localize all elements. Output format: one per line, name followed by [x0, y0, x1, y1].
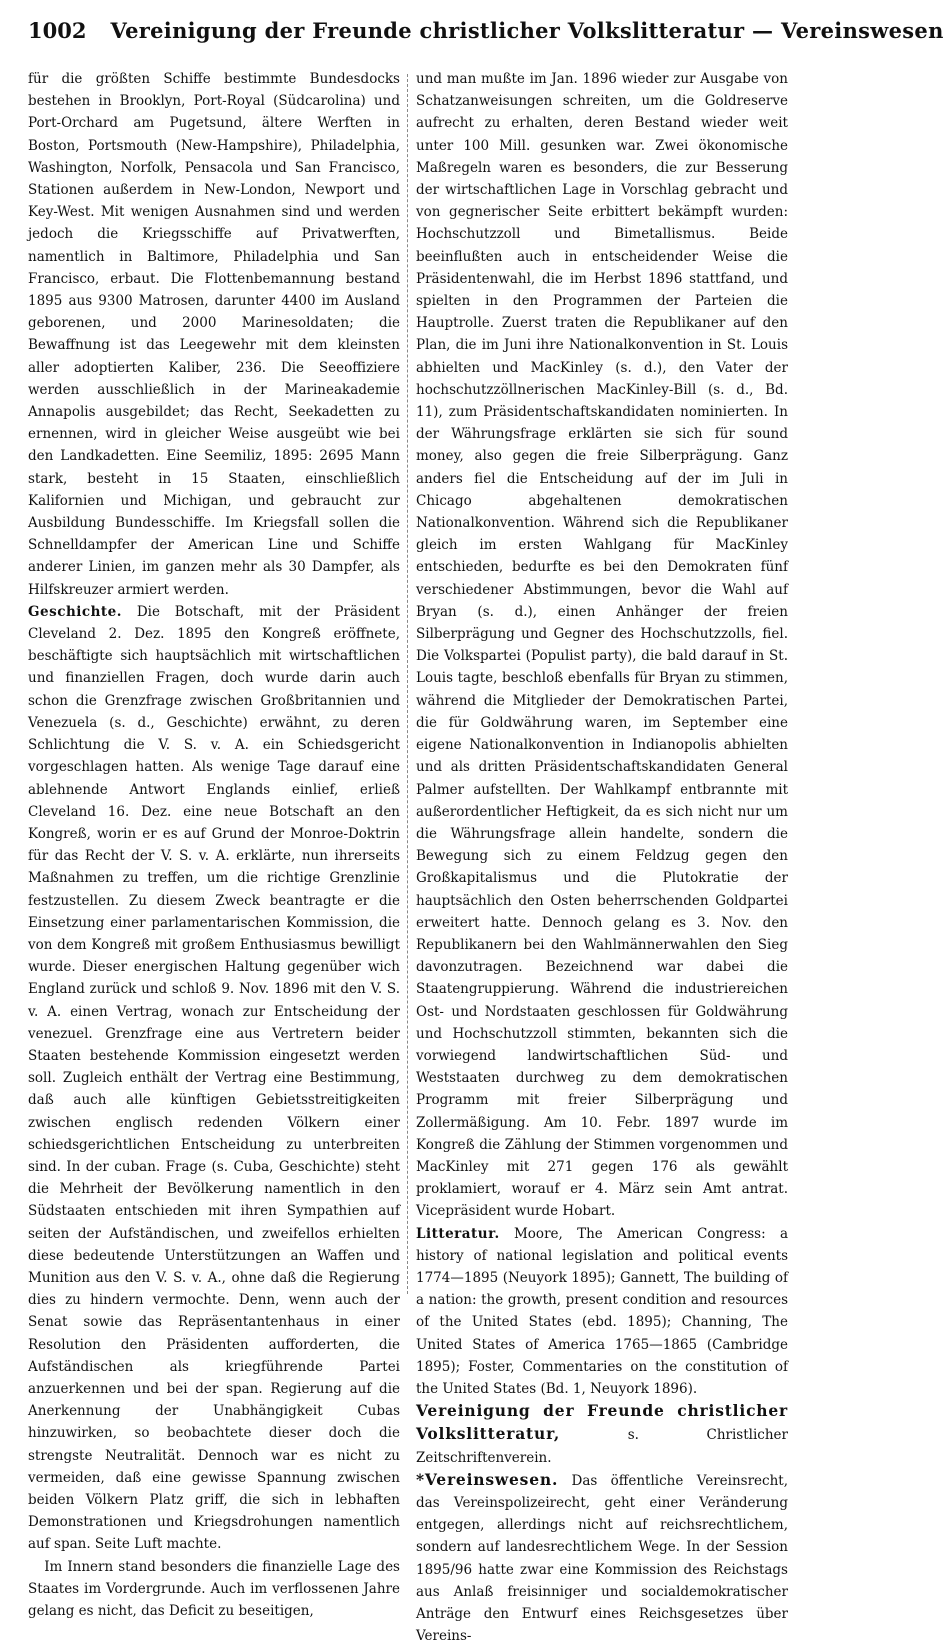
paragraph-geschichte-text: Die Botschaft, mit der Präsident Cleveland 2. Dez. 1895 den Kongreß eröffnete, beschäftigte sich hauptsächlich mit wirtschaftlichen und finanziellen Fragen, doch wurde darin auch schon die Grenzfrage zwischen Großbritannien und Venezuela (s. d., Geschichte) erwähnt, zu deren Schlichtung die V. S. v. A. ein Schiedsgericht vorgeschlagen hatten. Als wenige Tage darauf eine ablehnende Antwort Englands einlief, erließ Cleveland 16. Dez. eine neue Botschaft an den Kongreß, worin er es auf Grund der Monroe-Doktrin für das Recht der V. S. v. A. erklärte, nun ihrerseits Maßnahmen zu treffen, um die richtige Grenzlinie festzustellen. Zu diesem Zweck beantragte er die Einsetzung einer parlamentarischen Kommission, die von dem Kongreß mit großem Enthusiasmus bewilligt wurde. Dieser energischen Haltung gegenüber wich England zurück und schloß 9. Nov. 1896 mit den V. S. v. A. einen Vertrag, wonach zur Entscheidung der venezuel. Grenzfrage eine aus Vertretern beider Staaten bestehende Kommission eingesetzt werden soll. Zugleich enthält der Vertrag eine Bestimmung, daß auch alle künftigen Gebietsstreitigkeiten zwischen englisch redenden Völkern einer schiedsgerichtlichen Entscheidung zu unterbreiten sind. In der cuban. Frage (s. Cuba, Geschichte) steht die Mehrheit der Bevölkerung namentlich in den Südstaaten entschieden mit ihren Sympathien auf seiten der Aufständischen, und zweifellos erhielten diese bedeutende Unterstützungen an Waffen und Munition aus den V. S. v. A., ohne daß die Regierung dies zu hindern vermochte. Denn, wenn auch der Senat sowie das Repräsentantenhaus in einer Resolution den Präsidenten aufforderten, die Aufständischen als kriegführende Partei anzuerkennen und bei der span. Regierung auf die Anerkennung der Unabhängigkeit Cubas hinzuwirken, so beobachtete dieser doch die strengste Neutralität. Dennoch war es nicht zu vermeiden, daß eine gewisse Spannung zwischen beiden Völkern Platz griff, die sich in lebhaften Demonstrationen und Kriegsdrohungen namentlich auf span. Seite Luft machte. [28, 603, 400, 1553]
paragraph-litteratur-text: Moore, The American Congress: a history of national legislation and political events 1774—1895 (Neuyork 1895); Gannett, The building of a nation: the growth, present condition and resources of the United States (ebd. 1895); Channing, The United States of America 1765—1865 (Cambridge 1895); Foster, Commentaries on the constitution of the United States (Bd. 1, Neuyork 1896). [416, 1225, 788, 1397]
right-column [416, 68, 789, 1645]
entry-vereinswesen-text: Das öffentliche Vereinsrecht, das Vereinspolizeirecht, geht einer Veränderung entgegen, allerdings nicht auf reichsrechtlichem, sondern auf landesrechtlichem Wege. In der Session 1895/96 hatte zwar eine Kommission des Reichstags aus Anlaß freisinniger und socialdemokratischer Anträge den Entwurf eines Reichsgesetzes über Vereins- [416, 1472, 789, 1645]
running-title: Vereinigung der Freunde christlicher Volkslitteratur — Vereinswesen [110, 18, 944, 43]
paragraph-litteratur [416, 1223, 788, 1401]
entry-heading-vereinswesen: *Vereinswesen. [416, 1469, 559, 1489]
page-header [28, 18, 944, 62]
section-heading-litteratur: Litteratur. [416, 1225, 500, 1242]
paragraph-innern: Im Innern stand besonders die finanzielle Lage des Staates im Vordergrunde. Auch im verflossenen Jahre gelang es nicht, das Deficit zu beseitigen, [28, 1558, 400, 1620]
entry-vereinigung-text: s. Christlicher Zeitschriftenverein. [416, 1427, 788, 1466]
paragraph-geschichte [28, 601, 400, 1556]
page-number: 1002 [28, 18, 87, 43]
entry-vereinswesen [416, 1469, 788, 1647]
paragraph-navy-continuation: für die größten Schiffe bestimmte Bundesdocks bestehen in Brooklyn, Port-Royal (Südcarolina) und Port-Orchard am Pugetsund, ältere Werften in Boston, Portsmouth (New-Hampshire), Philadelphia, Washington, Norfolk, Pensacola und San Francisco, Stationen außerdem in New-London, Newport und Key-West. Mit wenigen Ausnahmen sind und werden jedoch die Kriegsschiffe auf Privatwerften, namentlich in Baltimore, Philadelphia und San Francisco, erbaut. Die Flottenbemannung bestand 1895 aus 9300 Matrosen, darunter 4400 im Ausland geborenen, und 2000 Marinesoldaten; die Bewaffnung ist das Leegewehr mit dem kleinsten aller adoptierten Kaliber, 236. Die Seeoffiziere werden ausschließlich in der Marineakademie Annapolis ausgebildet; das Recht, Seekadetten zu ernennen, wird in gleicher Weise ausgeübt wie bei den Landkadetten. Eine Seemiliz, 1895: 2695 Mann stark, besteht in 15 Staaten, einschließlich Kalifornien und Michigan, und gebraucht zur Ausbildung Bundesschiffe. Im Kriegsfall sollen die Schnelldampfer der American Line und Schiffe anderer Linien, im ganzen mehr als 30 Dampfer, als Hilfskreuzer armiert werden. [28, 71, 400, 598]
left-column [28, 68, 400, 1620]
paragraph-election: und man mußte im Jan. 1896 wieder zur Ausgabe von Schatzanweisungen schreiten, um die Goldreserve aufrecht zu erhalten, deren Bestand wieder weit unter 100 Mill. gesunken war. Zwei ökonomische Maßregeln waren es besonders, die zur Besserung der wirtschaftlichen Lage in Vorschlag gebracht und von gegnerischer Seite erbittert bekämpft wurden: Hochschutzzoll und Bimetallismus. Beide beeinflußten auch in entscheidender Weise die Präsidentenwahl, die im Herbst 1896 stattfand, und spielten in den Programmen der Parteien die Hauptrolle. Zuerst traten die Republikaner auf den Plan, die im Juni ihre Nationalkonvention in St. Louis abhielten und MacKinley (s. d.), den Vater der hochschutzzöllnerischen MacKinley-Bill (s. d., Bd. 11), zum Präsidentschaftskandidaten nominierten. In der Währungsfrage erklärten sie sich für sound money, also gegen die freie Silberprägung. Ganz anders fiel die Entscheidung auf der im Juli in Chicago abgehaltenen demokratischen Nationalkonvention. Während sich die Republikaner gleich im ersten Wahlgang für MacKinley entschieden, bedurfte es bei den Demokraten fünf verschiedener Abstimmungen, bevor die Wahl auf Bryan (s. d.), einen Anhänger der freien Silberprägung und Gegner des Hochschutzzolls, fiel. Die Volkspartei (Populist party), die bald darauf in St. Louis tagte, beschloß ebenfalls für Bryan zu stimmen, während die Mitglieder der Demokratischen Partei, die für Goldwährung waren, im September eine eigene Nationalkonvention in Indianopolis abhielten und als dritten Präsidentschaftskandidaten General Palmer aufstellten. Der Wahlkampf entbrannte mit außerordentlicher Heftigkeit, da es sich nicht nur um die Währungsfrage allein handelte, sondern die Bewegung sich zu einem Feldzug gegen den Großkapitalismus und die Plutokratie der hauptsächlich den Osten beherrschenden Goldpartei erweitert hatte. Dennoch gelang es 3. Nov. den Republikanern bei den Wahlmännerwahlen den Sieg davonzutragen. Bezeichnend war dabei die Staatengruppierung. Während die industriereichen Ost- und Nordstaaten geschlossen für Goldwährung und Hochschutzzoll stimmten, bekannten sich die vorwiegend landwirtschaftlichen Süd- und Weststaaten durchweg zu dem demokratischen Programm mit freier Silberprägung und Zollermäßigung. Am 10. Febr. 1897 wurde im Kongreß die Zählung der Stimmen vorgenommen und MacKinley mit 271 gegen 176 als gewählt proklamiert, worauf er 4. März sein Amt antrat. Vicepräsident wurde Hobart. [416, 71, 788, 1220]
entry-heading-vereinigung: Vereinigung der Freunde christlicher Volkslitteratur, [416, 1401, 788, 1444]
entry-vereinigung [416, 1400, 788, 1469]
column-divider [407, 74, 408, 1294]
section-heading-geschichte: Geschichte. [28, 603, 122, 620]
